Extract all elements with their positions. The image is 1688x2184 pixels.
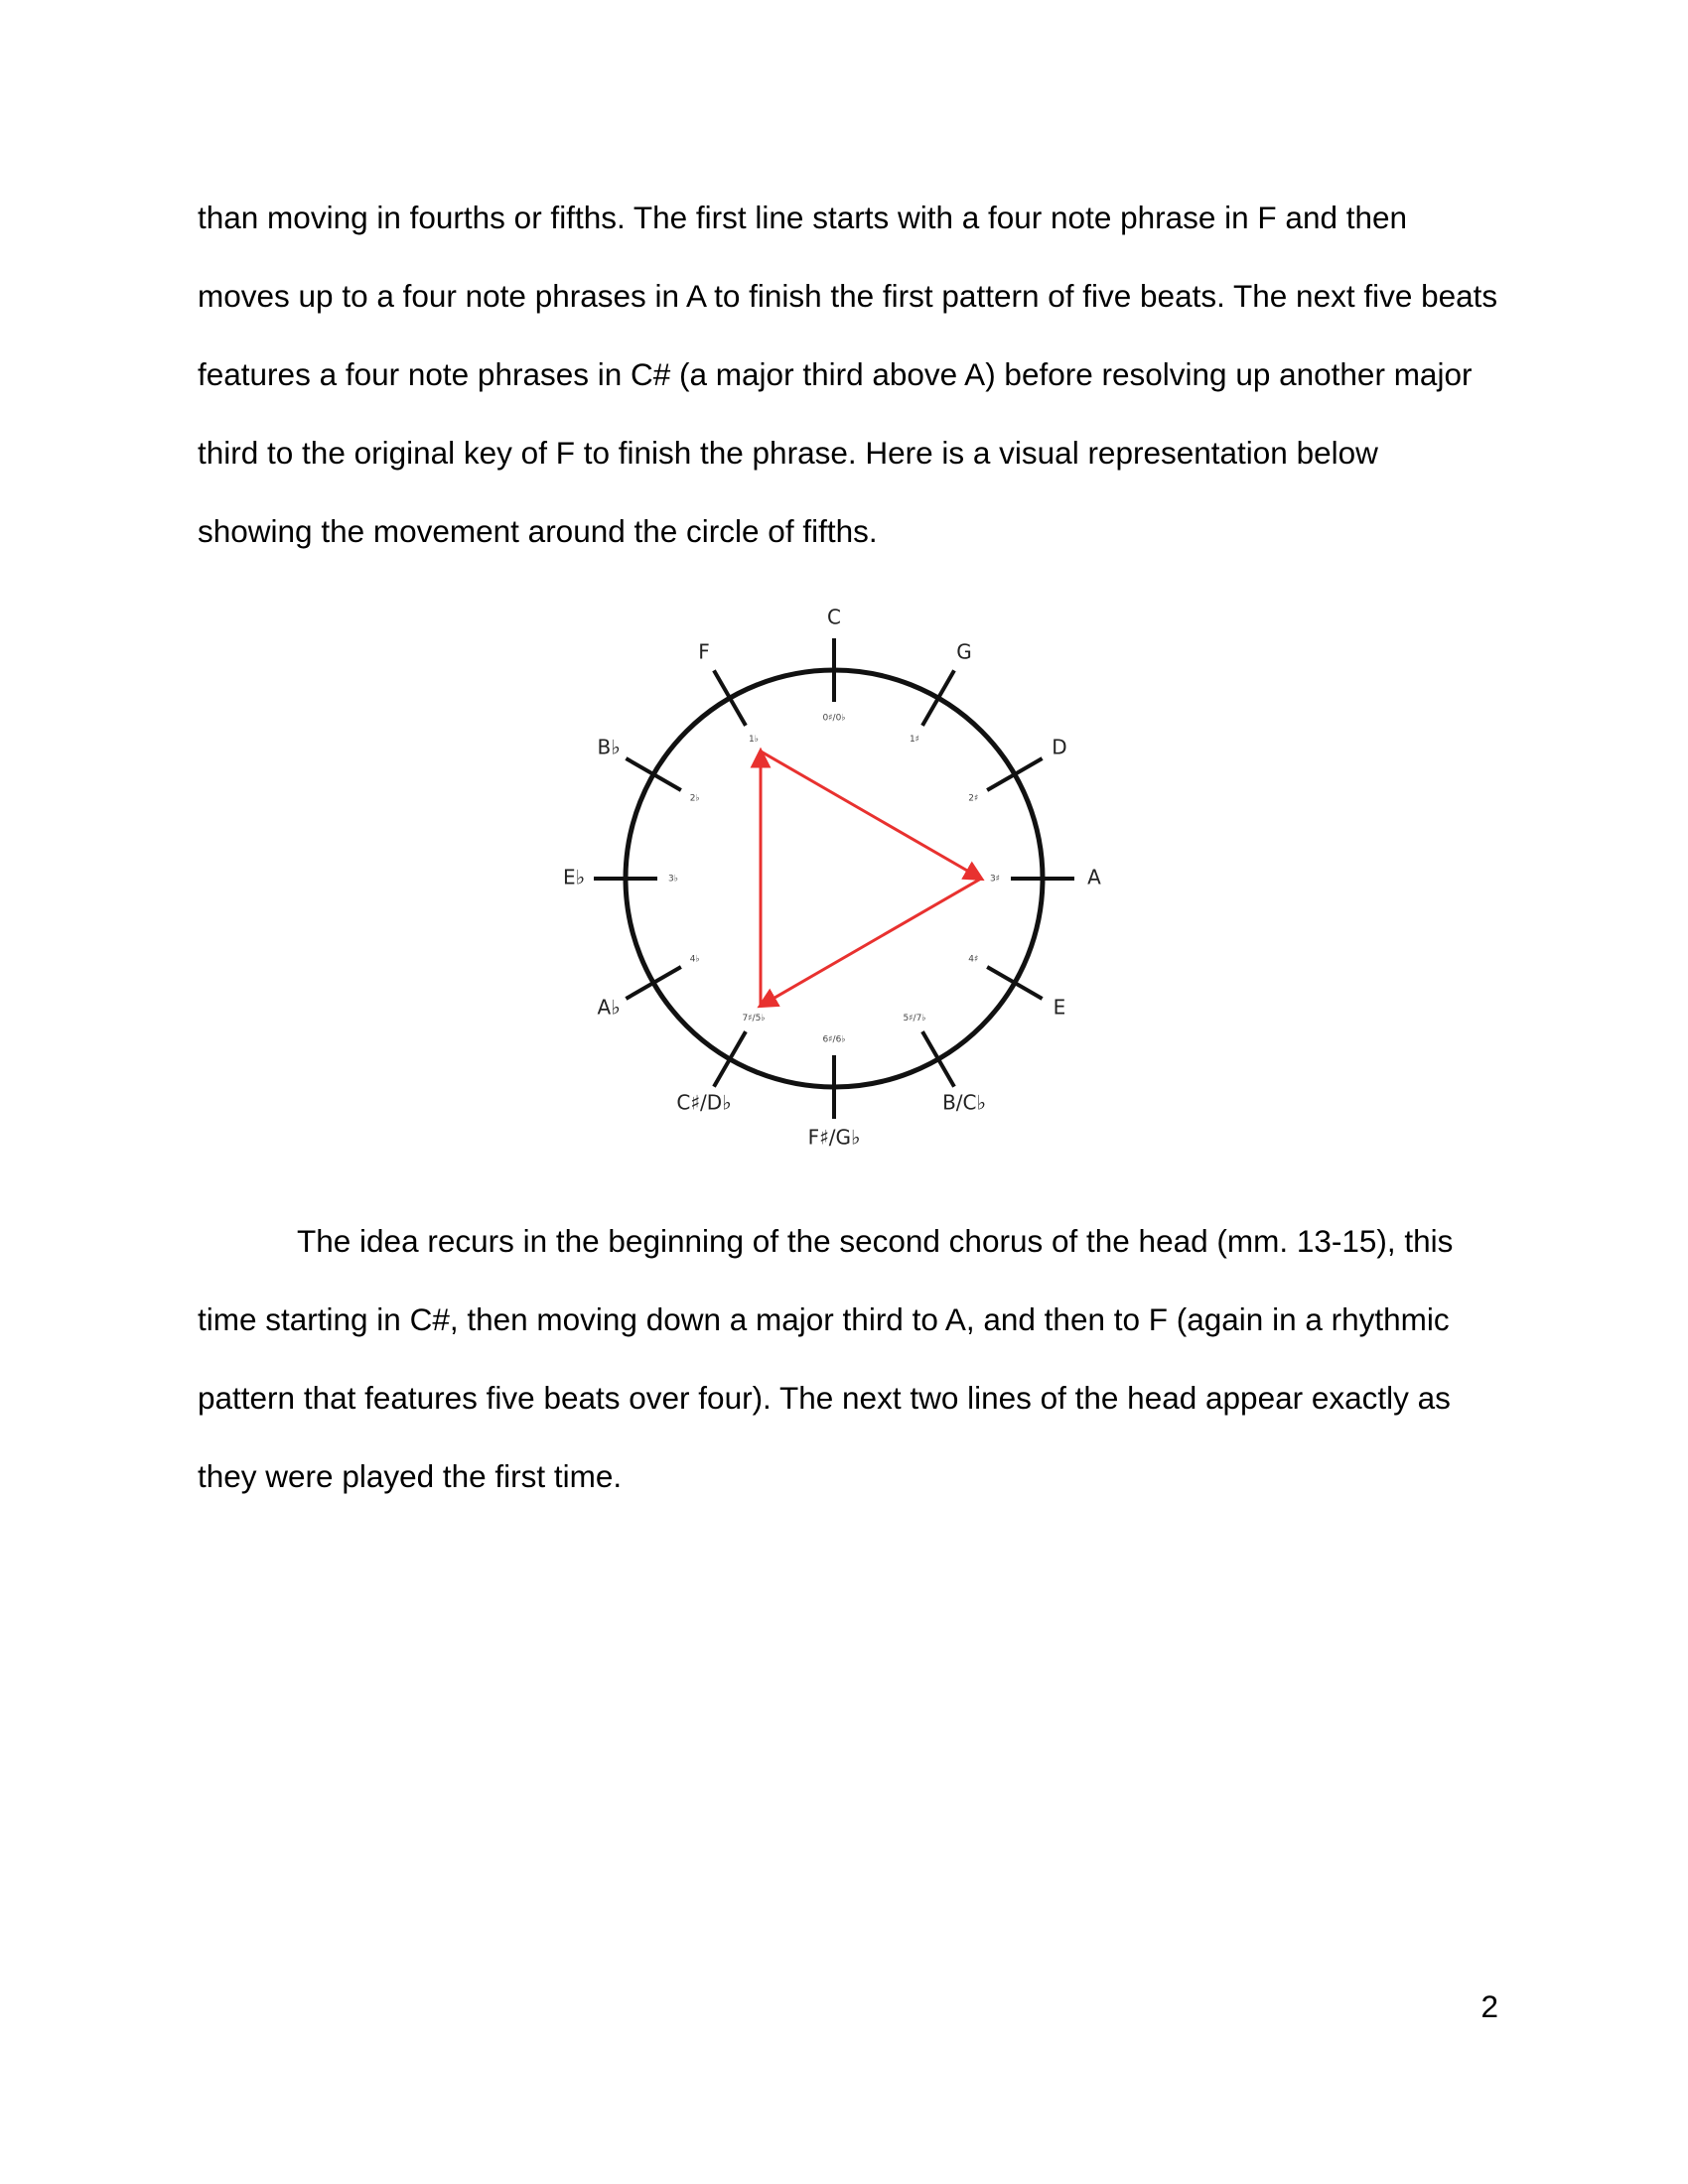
signature-label: 2♯ <box>968 793 979 804</box>
signature-label: 4♯ <box>968 954 979 965</box>
tick-mark <box>626 758 680 790</box>
signature-label: 3♯ <box>989 874 1001 885</box>
signature-label: 2♭ <box>689 793 700 804</box>
page-number: 2 <box>1480 1988 1498 2024</box>
paragraph-1-text: than moving in fourths or fifths. The first line starts with a four note phrase in F and then moves up to a four note phrases in A to finish the first pattern of five beats. The next five beats features a four note phrases in C# (a major third above A) before resolving up another major third to the original key of F to finish the phrase. Here is a visual representation below showing the movement around the circle of fifths. <box>198 200 1498 549</box>
signature-label: 1♭ <box>749 735 759 746</box>
key-label: C <box>827 605 841 629</box>
key-label: B♭ <box>597 735 621 759</box>
signature-label: 1♯ <box>909 735 920 746</box>
paragraph-1 <box>198 179 1498 571</box>
signature-label: 6♯/6♭ <box>822 1034 846 1045</box>
tick-mark <box>987 758 1042 790</box>
movement-arrow <box>761 879 981 1006</box>
tick-mark <box>714 1031 746 1086</box>
key-label: F <box>698 639 710 664</box>
signature-label: 0♯/0♭ <box>822 713 846 724</box>
key-label: A <box>1087 865 1101 889</box>
signature-label: 7♯/5♭ <box>742 1013 766 1024</box>
tick-mark <box>922 1031 954 1086</box>
key-label: E♭ <box>562 865 586 889</box>
signature-label: 4♭ <box>689 954 700 965</box>
key-label: G <box>956 639 972 664</box>
key-label: E <box>1053 995 1066 1020</box>
paragraph-2-text: The idea recurs in the beginning of the second chorus of the head (mm. 13-15), this time starting in C#, then moving down a major third to A, and then to F (again in a rhythmic pattern that features five beats over four). The next two lines of the head appear exactly as they were played the first time. <box>198 1223 1454 1494</box>
key-label: C♯/D♭ <box>676 1090 732 1115</box>
tick-mark <box>987 967 1042 999</box>
tick-mark <box>626 967 680 999</box>
tick-mark <box>714 670 746 725</box>
circle-of-fifths-diagram <box>562 605 1122 1166</box>
key-label: A♭ <box>597 995 621 1020</box>
movement-arrow <box>761 751 981 879</box>
key-label: D <box>1052 735 1067 759</box>
key-label: B/C♭ <box>942 1090 986 1115</box>
signature-label: 3♭ <box>668 874 678 885</box>
key-label: F♯/G♭ <box>807 1125 861 1150</box>
paragraph-2 <box>198 1202 1498 1516</box>
tick-mark <box>922 670 954 725</box>
signature-label: 5♯/7♭ <box>903 1013 926 1024</box>
